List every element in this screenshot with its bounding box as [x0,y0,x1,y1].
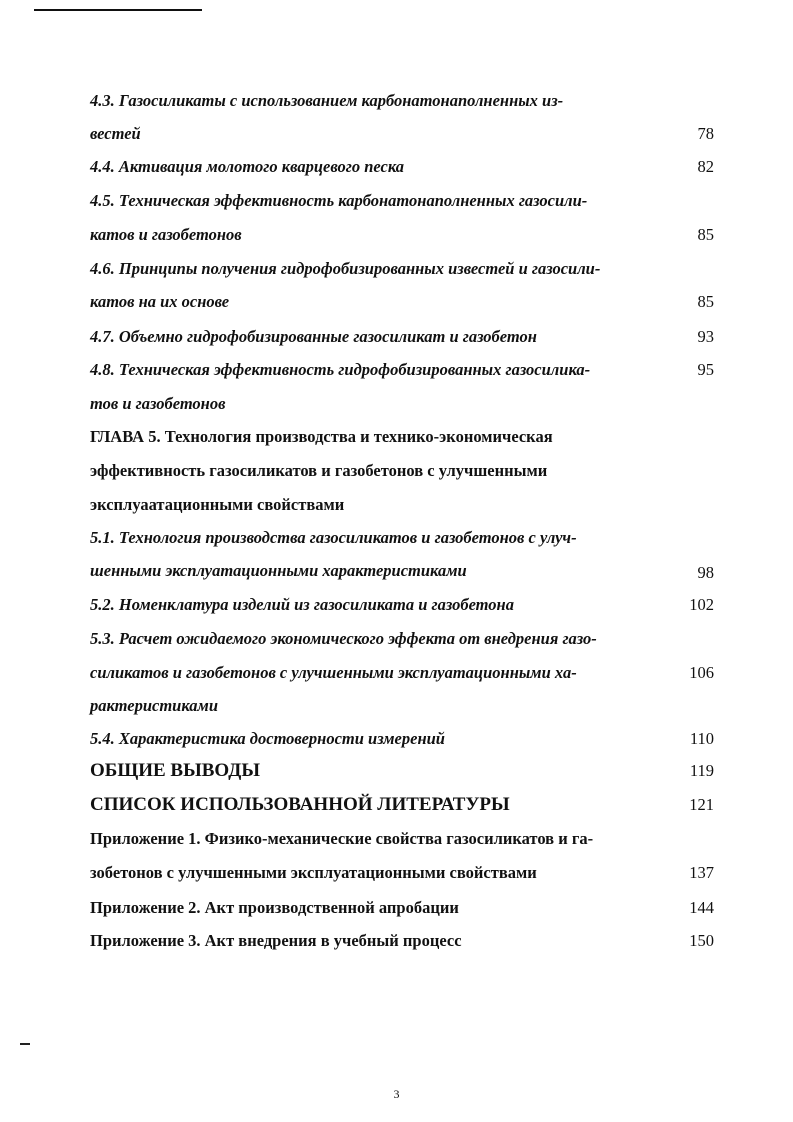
toc-entry-line: рактеристиками [90,696,219,715]
toc-entry-line: 5.3. Расчет ожидаемого экономического эффекта от внедрения газо- [90,629,597,648]
toc-page-number: 102 [689,595,714,614]
toc-entry-line: ОБЩИЕ ВЫВОДЫ [90,760,260,781]
toc-entry-4-6[interactable] [90,252,720,320]
toc-entry-line: силикатов и газобетонов с улучшенными эксплуатационными ха- [90,663,577,682]
toc-entry-4-5[interactable] [90,184,720,252]
toc-page-number: 85 [697,292,714,311]
toc-page-number: 150 [689,931,714,950]
toc-entry-line: зобетонов с улучшенными эксплуатационными свойствами [90,863,537,882]
toc-appendix-3[interactable] [90,924,720,958]
toc-entry-line: 4.3. Газосиликаты с использованием карбонатонаполненных из- [90,91,564,110]
toc-entry-line: Приложение 3. Акт внедрения в учебный процесс [90,931,462,950]
toc-general-conclusions[interactable] [90,754,720,788]
toc-entry-line: СПИСОК ИСПОЛЬЗОВАННОЙ ЛИТЕРАТУРЫ [90,794,510,815]
toc-page-number: 78 [697,124,714,143]
toc-entry-4-7[interactable] [90,320,720,354]
toc-page-number: 82 [697,157,714,176]
toc-entry-line: эффективность газосиликатов и газобетонов с улучшенными [90,461,548,480]
toc-appendix-2[interactable] [90,891,720,925]
toc-entry-line: 5.2. Номенклатура изделий из газосиликата и газобетона [90,595,514,614]
toc-page-number: 85 [697,225,714,244]
toc-page-number: 98 [697,563,714,582]
toc-entry-line: 4.7. Объемно гидрофобизированные газосиликат и газобетон [90,327,537,346]
toc-entry-line: 4.8. Техническая эффективность гидрофобизированных газосилика- [90,360,591,379]
toc-entry-4-4[interactable] [90,150,720,184]
toc-entry-line: тов и газобетонов [90,394,226,413]
toc-entry-line: вестей [90,124,141,143]
toc-page-number: 106 [689,663,714,682]
toc-references[interactable] [90,788,720,822]
toc-entry-line: катов на их основе [90,292,230,311]
toc-entry-5-1[interactable] [90,521,720,589]
toc-entry-line: 4.4. Активация молотого кварцевого песка [90,157,405,176]
toc-page-number: 93 [697,327,714,346]
toc-entry-5-2[interactable] [90,588,720,622]
toc-page-number: 121 [689,795,714,814]
toc-page-number: 137 [689,863,714,882]
toc-page-number: 95 [697,360,714,379]
toc-entry-line: 5.1. Технология производства газосиликатов и газобетонов с улуч- [90,528,577,547]
toc-chapter-5[interactable] [90,420,720,522]
toc-entry-line: 4.6. Принципы получения гидрофобизированных известей и газосили- [90,259,601,278]
toc-page-number: 144 [689,898,714,917]
toc-page-number: 119 [689,761,714,780]
toc-entry-4-8[interactable] [90,353,720,421]
toc-entry-line: Приложение 1. Физико-механические свойства газосиликатов и га- [90,829,594,848]
toc-entry-line: шенными эксплуатационными характеристиками [90,561,467,580]
toc-entry-line: 4.5. Техническая эффективность карбонатонаполненных газосили- [90,191,588,210]
toc-entry-5-3[interactable] [90,622,720,724]
toc-entry-5-4[interactable] [90,722,720,756]
toc-entry-line: эксплуаатационными свойствами [90,495,345,514]
toc-appendix-1[interactable] [90,822,720,890]
toc-entry-4-3[interactable] [90,84,720,152]
page-number: 3 [393,1087,400,1101]
toc-entry-line: катов и газобетонов [90,225,242,244]
toc-entry-line: ГЛАВА 5. Технология производства и технико-экономическая [90,427,553,446]
toc-entry-line: Приложение 2. Акт производственной апробации [90,898,459,917]
toc-page-number: 110 [689,729,714,748]
toc-entry-line: 5.4. Характеристика достоверности измерений [90,729,445,748]
